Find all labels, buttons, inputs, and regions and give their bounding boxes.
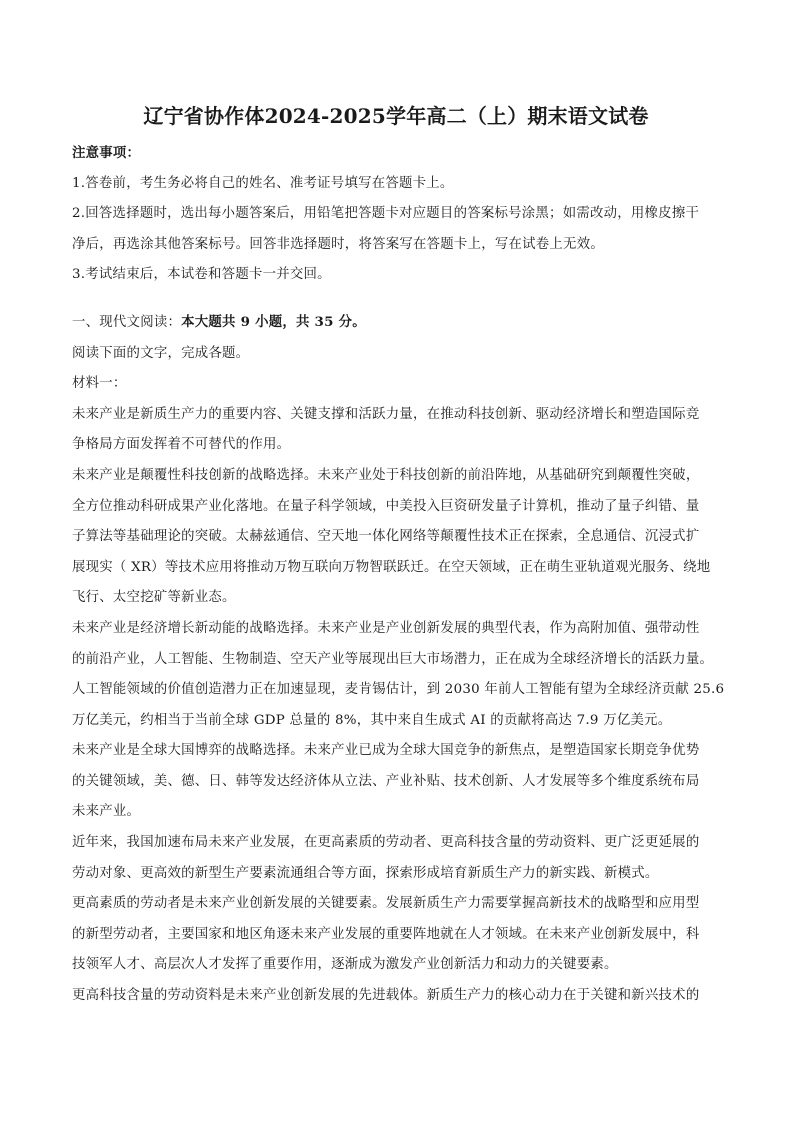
text-line: 争格局方面发挥着不可替代的作用。: [72, 437, 291, 453]
text-line: 人工智能领域的价值创造潜力正在加速显现，麦肯锡估计，到 2030 年前人工智能有望为全球经济贡献 25.6: [72, 682, 725, 698]
section-heading: [72, 307, 720, 339]
text-line: 未来产业。: [72, 804, 141, 820]
text-line: 万亿美元，约相当于当前全球 GDP 总量的 8%，其中来自生成式 AI 的贡献将高达 7.9 万亿美元。: [72, 712, 672, 728]
section-heading-bold: 本大题共 9 小题，共 35 分。: [181, 313, 366, 330]
text-line: 劳动对象、更高效的新型生产要素流通组合等方面，探索形成培育新质生产力的新实践、新模式。: [72, 865, 659, 881]
text-line: 更高素质的劳动者是未来产业创新发展的关键要素。发展新质生产力需要掌握高新技术的战略型和应用型: [72, 896, 700, 912]
page-title: 辽宁省协作体2024-2025学年高二（上）期末语文试卷: [143, 104, 649, 128]
text-line: 未来产业是新质生产力的重要内容、关键支撑和活跃力量，在推动科技创新、驱动经济增长和塑造国际竞: [72, 406, 700, 422]
text-line: 更高科技含量的劳动资料是未来产业创新发展的先进载体。新质生产力的核心动力在于关键和新兴技术的: [72, 988, 700, 1004]
notice-item-3: 3.考试结束后，本试卷和答题卡一并交回。: [72, 267, 331, 283]
section-gap: [72, 291, 720, 307]
text-line: 子算法等基础理论的突破。太赫兹通信、空天地一体化网络等颠覆性技术正在探索，全息通信、沉浸式扩: [72, 529, 700, 545]
text-line: 技领军人才、高层次人才发挥了重要作用，逐渐成为激发产业创新活力和动力的关键要素。: [72, 957, 618, 973]
text-line: 未来产业是全球大国博弈的战略选择。未来产业已成为全球大国竞争的新焦点，是塑造国家长期竞争优势: [72, 743, 700, 759]
notice-item-2-line-1: 2.回答选择题时，选出每小题答案后，用铅笔把答题卡对应题目的答案标号涂黑；如需改动，用橡皮擦干: [72, 206, 700, 222]
notice-heading: 注意事项：: [72, 145, 141, 161]
text-line: 未来产业是经济增长新动能的战略选择。未来产业是产业创新发展的典型代表，作为高附加值、强带动性: [72, 620, 700, 636]
text-line: 全方位推动科研成果产业化落地。在量子科学领域，中美投入巨资研发量子计算机，推动了量子纠错、量: [72, 498, 700, 514]
material-label: 材料一：: [72, 376, 127, 392]
exam-page: [72, 100, 725, 1012]
text-line: 飞行、太空挖矿等新业态。: [72, 590, 236, 606]
text-line: 的新型劳动者，主要国家和地区角逐未来产业发展的重要阵地就在人才领域。在未来产业创新发展中，科: [72, 926, 700, 942]
section-heading-prefix: 一、现代文阅读：: [72, 314, 182, 330]
text-line: 近年来，我国加速布局未来产业发展，在更高素质的劳动者、更高科技含量的劳动资料、更广泛更延展的: [72, 835, 700, 851]
notice-item-2-line-2: 净后，再选涂其他答案标号。回答非选择题时，将答案写在答题卡上，写在试卷上无效。: [72, 236, 604, 252]
notice-item-1: 1.答卷前，考生务必将自己的姓名、准考证号填写在答题卡上。: [72, 175, 454, 191]
text-line: 的关键领域，美、德、日、韩等发达经济体从立法、产业补贴、技术创新、人才发展等多个维度系统布局: [72, 773, 700, 789]
text-line: 展现实（ XR）等技术应用将推动万物互联向万物智联跃迁。在空天领域，正在萌生亚轨道观光服务、绕地: [72, 559, 711, 575]
text-line: 未来产业是颠覆性科技创新的战略选择。未来产业处于科技创新的前沿阵地，从基础研究到颠覆性突破，: [72, 467, 700, 483]
section-instruction: 阅读下面的文字，完成各题。: [72, 345, 250, 361]
text-line: 的前沿产业，人工智能、生物制造、空天产业等展现出巨大市场潜力，正在成为全球经济增长的活跃力量。: [72, 651, 714, 667]
